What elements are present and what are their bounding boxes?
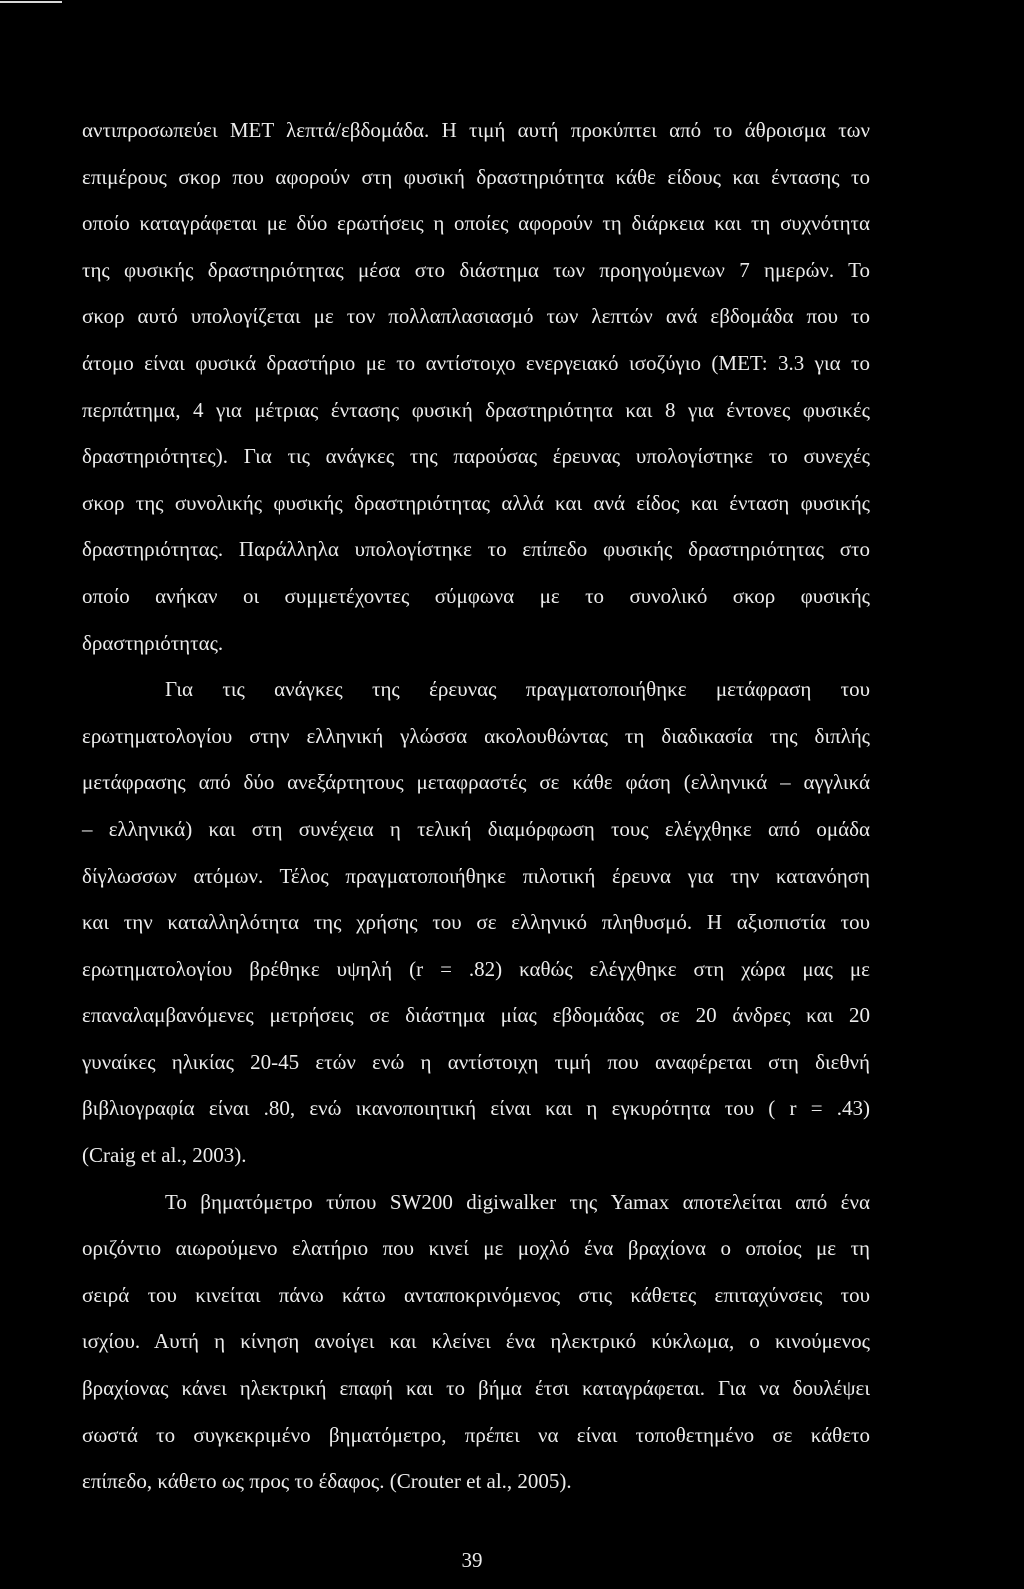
text-line: οριζόντιο αιωρούμενο ελατήριο που κινεί με μοχλό ένα βραχίονα ο οποίος με τη [82,1236,870,1261]
text-line: δραστηριότητες). Για τις ανάγκες της παρούσας έρευνας υπολογίστηκε το συνεχές [82,444,870,469]
text-line: γυναίκες ηλικίας 20-45 ετών ενώ η αντίστοιχη τιμή που αναφέρεται στη διεθνή [82,1049,870,1074]
text-line: σκορ αυτό υπολογίζεται με τον πολλαπλασιασμό των λεπτών ανά εβδομάδα που το [82,304,870,329]
scan-edge-mark [0,1,62,3]
text-line: δίγλωσσων ατόμων. Τέλος πραγματοποιήθηκε πιλοτική έρευνα για την κατανόηση [82,863,870,888]
text-line: επιμέρους σκορ που αφορούν στη φυσική δραστηριότητα κάθε είδους και έντασης το [82,164,870,189]
paragraph-3 [82,1179,870,1505]
text-line: περπάτημα, 4 για μέτριας έντασης φυσική δραστηριότητα και 8 για έντονες φυσικές [82,397,870,422]
text-line: ερωτηματολογίου στην ελληνική γλώσσα ακολουθώντας τη διαδικασία της διπλής [82,723,870,748]
text-line: Για τις ανάγκες της έρευνας πραγματοποιήθηκε μετάφραση του [165,677,870,702]
text-line: δραστηριότητας. Παράλληλα υπολογίστηκε το επίπεδο φυσικής δραστηριότητας στο [82,537,870,562]
text-line: αντιπροσωπεύει MET λεπτά/εβδομάδα. Η τιμή αυτή προκύπτει από το άθροισμα των [82,118,870,142]
body-text [82,107,870,1505]
text-line: Το βηματόμετρο τύπου SW200 digiwalker της Yamax αποτελείται από ένα [165,1189,870,1214]
text-line: σειρά του κινείται πάνω κάτω ανταποκρινόμενος στις κάθετες επιταχύνσεις του [82,1282,870,1307]
text-line: της φυσικής δραστηριότητας μέσα στο διάστημα των προηγούμενων 7 ημερών. Το [82,257,870,282]
text-line: άτομο είναι φυσικά δραστήριο με το αντίστοιχο ενεργειακό ισοζύγιο (MET: 3.3 για το [82,350,870,375]
text-line: και την καταλληλότητα της χρήσης του σε ελληνικό πληθυσμό. Η αξιοπιστία του [82,910,870,935]
text-line: βιβλιογραφία είναι .80, ενώ ικανοποιητική είναι και η εγκυρότητα του ( r = .43) [82,1096,870,1121]
text-line: επίπεδο, κάθετο ως προς το έδαφος. (Crouter et al., 2005). [82,1469,572,1494]
text-line: ερωτηματολογίου βρέθηκε υψηλή (r = .82) καθώς ελέγχθηκε στη χώρα μας με [82,956,870,981]
text-line: ισχίου. Αυτή η κίνηση ανοίγει και κλείνει ένα ηλεκτρικό κύκλωμα, ο κινούμενος [82,1329,870,1354]
text-line: (Craig et al., 2003). [82,1143,247,1168]
text-line: οποίο ανήκαν οι συμμετέχοντες σύμφωνα με το συνολικό σκορ φυσικής [82,583,870,608]
text-line: βραχίονας κάνει ηλεκτρική επαφή και το βήμα έτσι καταγράφεται. Για να δουλέψει [82,1376,870,1401]
text-line: σωστά το συγκεκριμένο βηματόμετρο, πρέπει να είναι τοποθετημένο σε κάθετο [82,1422,870,1447]
text-line: – ελληνικά) και στη συνέχεια η τελική διαμόρφωση τους ελέγχθηκε από ομάδα [82,816,870,841]
page-number: 39 [461,1548,483,1572]
text-line: δραστηριότητας. [82,630,224,655]
text-line: οποίο καταγράφεται με δύο ερωτήσεις η οποίες αφορούν τη διάρκεια και τη συχνότητα [82,211,870,236]
text-line: σκορ της συνολικής φυσικής δραστηριότητας αλλά και ανά είδος και ένταση φυσικής [82,490,870,515]
text-line: επαναλαμβανόμενες μετρήσεις σε διάστημα μίας εβδομάδας σε 20 άνδρες και 20 [82,1003,870,1028]
paragraph-1 [82,107,870,666]
paragraph-2 [82,666,870,1179]
text-line: μετάφρασης από δύο ανεξάρτητους μεταφραστές σε κάθε φάση (ελληνικά – αγγλικά [82,770,870,795]
